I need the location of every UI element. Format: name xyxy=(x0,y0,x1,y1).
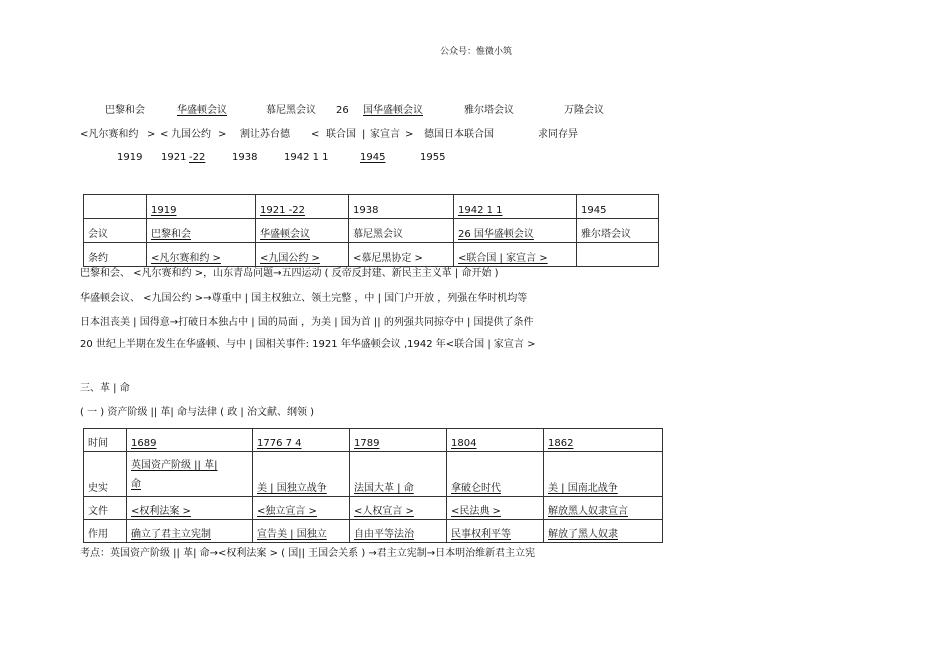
table-cell: 文件 xyxy=(84,497,127,520)
table-cell: 巴黎和会 xyxy=(147,219,256,243)
line2-item: < xyxy=(311,129,320,140)
table-cell: 雅尔塔会议 xyxy=(577,219,659,243)
table-cell: 宣告美 | 国独立 xyxy=(253,520,350,543)
line2-item: > xyxy=(405,129,414,140)
history-text: 命 xyxy=(131,479,141,490)
line2-item: 德国日本联合国 xyxy=(424,129,494,140)
line2-item: < xyxy=(160,129,169,140)
table-cell: <联合国 | 家宣言 > xyxy=(454,243,577,267)
table-row xyxy=(84,219,659,243)
table-cell: 解放黑人奴隶宣言 xyxy=(544,497,663,520)
line2-item: <凡尔赛和约 xyxy=(80,129,139,140)
table-cell: <九国公约 > xyxy=(256,243,349,267)
table-cell: 法国大革 | 命 xyxy=(350,452,447,497)
table-cell: 自由平等法治 xyxy=(350,520,447,543)
table-cell: 1942 1 1 xyxy=(454,195,577,219)
note-line: 华盛顿会议、 <九国公约 >→尊重中 | 国主权独立、领土完整 ，中 | 国门户开放 ，列强在华时机均等 xyxy=(80,293,528,304)
table-cell: 美 | 国南北战争 xyxy=(544,452,663,497)
table-row xyxy=(84,243,659,267)
table-cell: 1919 xyxy=(147,195,256,219)
table-cell: 时间 xyxy=(84,429,127,452)
line1-item: 26 xyxy=(336,105,349,116)
table-row xyxy=(84,520,663,543)
table-cell: 慕尼黑会议 xyxy=(349,219,454,243)
table-row xyxy=(84,452,663,497)
table-cell: 1804 xyxy=(447,429,544,452)
table-cell: 史实 xyxy=(84,452,127,497)
line2-item: 求同存异 xyxy=(538,129,578,140)
table-cell xyxy=(577,243,659,267)
table-header-row xyxy=(84,429,663,452)
line1-item: 巴黎和会 xyxy=(105,105,145,116)
line3-item: 1921 xyxy=(161,152,187,163)
line1-item: 雅尔塔会议 xyxy=(464,105,514,116)
table-cell: 民事权利平等 xyxy=(447,520,544,543)
revolution-table xyxy=(83,428,663,543)
table-cell: 条约 xyxy=(84,243,147,267)
table-cell: 1938 xyxy=(349,195,454,219)
table-cell: 1776 7 4 xyxy=(253,429,350,452)
line1-item: 万隆会议 xyxy=(564,105,604,116)
line1-item: 华盛顿会议 xyxy=(177,105,227,116)
line2-item: 九国公约 xyxy=(171,129,211,140)
table-cell xyxy=(84,195,147,219)
line2-item: 割让苏台德 xyxy=(240,129,290,140)
line1-item: 国华盛顿会议 xyxy=(363,105,423,116)
table-cell: 1689 xyxy=(127,429,253,452)
line2-item: > xyxy=(147,129,156,140)
table-row xyxy=(84,497,663,520)
table-cell xyxy=(127,452,253,497)
footer-note: 考点：英国资产阶级 || 革| 命→<权利法案 > ( 国|| 王国会关系 ) →君主立宪制→日本明治维新君主立宪 xyxy=(80,548,536,559)
line3-item: 1919 xyxy=(117,152,143,163)
table-cell: <慕尼黑协定 > xyxy=(349,243,454,267)
line1-item: 慕尼黑会议 xyxy=(266,105,316,116)
header-account: 公众号：惟微小筑 xyxy=(440,47,513,57)
table-cell: 华盛顿会议 xyxy=(256,219,349,243)
note-line: 巴黎和会、 <凡尔赛和约 >，山东青岛问题→五四运动 ( 反帝反封建、新民主主义革 | 命开始 ) xyxy=(80,268,499,279)
conference-table xyxy=(83,194,659,267)
history-text: 英国资产阶级 || 革| xyxy=(131,460,218,471)
line3-item: -22 xyxy=(189,152,206,163)
note-line: 日本沮丧美 | 国得意→打破日本独占中 | 国的局面 ，为美 | 国为首 || 的列强共同掠夺中 | 国提供了条件 xyxy=(80,317,534,328)
table-cell: <凡尔赛和约 > xyxy=(147,243,256,267)
table-cell: 解放了黑人奴隶 xyxy=(544,520,663,543)
section-title: 三、革 | 命 xyxy=(80,383,130,394)
table-cell: 1945 xyxy=(577,195,659,219)
table-cell: 作用 xyxy=(84,520,127,543)
line3-item: 1938 xyxy=(232,152,258,163)
line3-item: 1955 xyxy=(420,152,446,163)
table-cell: <权利法案 > xyxy=(127,497,253,520)
table-cell: <人权宣言 > xyxy=(350,497,447,520)
table-header-row xyxy=(84,195,659,219)
table-cell: 会议 xyxy=(84,219,147,243)
table-cell: 拿破仑时代 xyxy=(447,452,544,497)
line2-item: | xyxy=(362,129,366,140)
line3-item: 1945 xyxy=(360,152,386,163)
table-cell: 1921 -22 xyxy=(256,195,349,219)
line3-item: 1942 1 1 xyxy=(284,152,329,163)
table-cell: 1789 xyxy=(350,429,447,452)
table-cell: 1862 xyxy=(544,429,663,452)
line2-item: 家宣言 xyxy=(370,129,400,140)
table-cell: 26 国华盛顿会议 xyxy=(454,219,577,243)
line2-item: > xyxy=(218,129,227,140)
table-cell: <民法典 > xyxy=(447,497,544,520)
note-line: 20 世纪上半期在发生在华盛顿、与中 | 国相关事件: 1921 年华盛顿会议 ,1942 年<联合国 | 家宣言 > xyxy=(80,339,536,350)
table-cell: 确立了君主立宪制 xyxy=(127,520,253,543)
section-subtitle: ( 一 ) 资产阶级 || 革| 命与法律 ( 政 | 治文献、纲领 ) xyxy=(80,407,315,418)
line2-item: 联合国 xyxy=(326,129,356,140)
table-cell: 美 | 国独立战争 xyxy=(253,452,350,497)
table-cell: <独立宣言 > xyxy=(253,497,350,520)
